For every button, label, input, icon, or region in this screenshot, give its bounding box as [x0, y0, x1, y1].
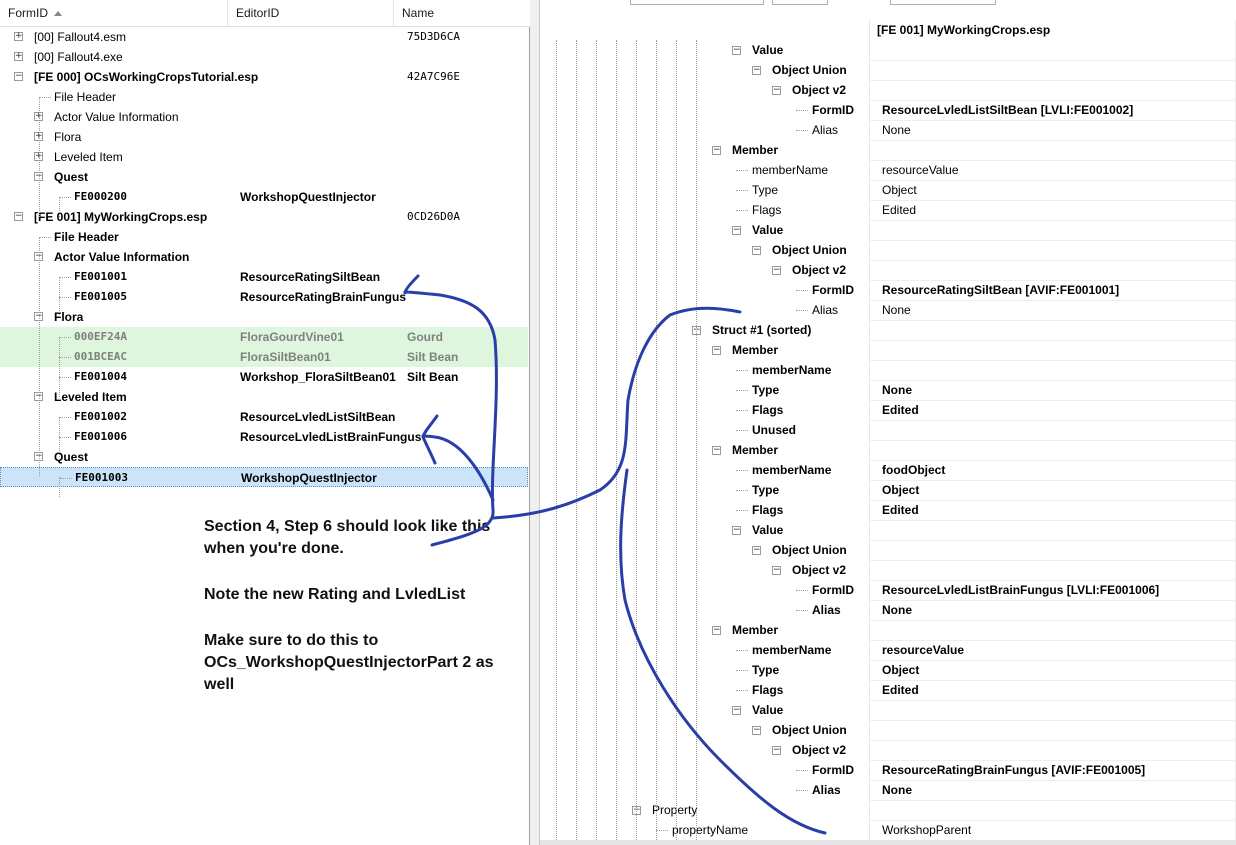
- record-field-row[interactable]: [540, 640, 1236, 660]
- tree-row-editorid: FloraGourdVine01: [240, 330, 344, 344]
- record-field-row[interactable]: [540, 700, 1236, 720]
- tree-row[interactable]: [0, 147, 528, 167]
- tree-row-editorid: [240, 447, 400, 467]
- record-field-row[interactable]: [540, 660, 1236, 680]
- annotation-line-3: Make sure to do this to OCs_WorkshopQuestInjectorPart 2 as well: [204, 632, 494, 693]
- collapse-icon[interactable]: −: [753, 725, 761, 735]
- tree-connector: [736, 430, 748, 431]
- expand-icon[interactable]: +: [35, 151, 43, 161]
- tree-row-editorid: [240, 127, 400, 147]
- tree-row-formid: [FE 001] MyWorkingCrops.esp: [34, 210, 208, 224]
- tree-guide-line: [59, 197, 60, 217]
- collapse-icon[interactable]: −: [35, 171, 43, 181]
- tree-connector: [736, 650, 748, 651]
- tree-row[interactable]: [0, 87, 528, 107]
- tree-column-headers: [0, 0, 530, 27]
- tree-row-name: 0CD26D0A: [407, 210, 460, 223]
- record-field-row[interactable]: [540, 560, 1236, 580]
- tree-row-editorid: [240, 247, 400, 267]
- field-value: Edited: [882, 503, 919, 517]
- tree-row-name: [407, 447, 527, 467]
- record-field-row[interactable]: [540, 80, 1236, 100]
- tree-guide-line: [596, 40, 597, 840]
- tree-row-name: 75D3D6CA: [407, 30, 460, 43]
- tree-row-formid: Leveled Item: [54, 390, 127, 404]
- tree-row-formid: 000EF24A: [74, 330, 127, 343]
- collapse-icon[interactable]: −: [733, 705, 741, 715]
- field-value: Object: [882, 663, 920, 677]
- filter-input-1[interactable]: [630, 0, 764, 5]
- tree-row[interactable]: [0, 107, 528, 127]
- record-field-row[interactable]: [540, 680, 1236, 700]
- tree-row[interactable]: [0, 347, 528, 367]
- field-label: Type: [752, 383, 780, 397]
- field-label: Alias: [812, 303, 839, 317]
- tree-guide-line: [39, 237, 40, 477]
- tree-connector: [736, 390, 748, 391]
- collapse-icon[interactable]: −: [713, 145, 721, 155]
- tree-guide-line: [556, 40, 557, 840]
- field-label: Type: [752, 663, 780, 677]
- field-label: FormID: [812, 103, 854, 117]
- tree-row-name: Silt Bean: [407, 350, 459, 364]
- record-field-row[interactable]: [540, 420, 1236, 440]
- record-field-row[interactable]: [540, 440, 1236, 460]
- tree-row-editorid: ResourceLvledListBrainFungus: [240, 430, 422, 444]
- field-label: FormID: [812, 763, 854, 777]
- record-field-row[interactable]: [540, 300, 1236, 320]
- tree-row[interactable]: [0, 227, 528, 247]
- tree-row-name: [407, 387, 527, 407]
- filter-input-2[interactable]: [772, 0, 828, 5]
- record-field-row[interactable]: [540, 540, 1236, 560]
- tree-row-name: [408, 468, 528, 488]
- tree-row[interactable]: [0, 427, 528, 447]
- tree-connector: [736, 410, 748, 411]
- tree-row-editorid: ResourceLvledListSiltBean: [240, 410, 396, 424]
- record-field-row[interactable]: [540, 40, 1236, 60]
- tree-connector: [736, 690, 748, 691]
- collapse-icon[interactable]: −: [773, 85, 781, 95]
- field-label: memberName: [752, 363, 832, 377]
- field-value: ResourceLvledListBrainFungus [LVLI:FE001006]: [882, 583, 1160, 597]
- collapse-icon[interactable]: −: [713, 625, 721, 635]
- tree-row[interactable]: [0, 307, 528, 327]
- tree-row[interactable]: [0, 287, 528, 307]
- tree-row-formid: [00] Fallout4.exe: [34, 50, 123, 64]
- collapse-icon[interactable]: −: [713, 345, 721, 355]
- tree-row-formid: Actor Value Information: [54, 250, 190, 264]
- field-label: FormID: [812, 583, 854, 597]
- field-label: Object Union: [772, 243, 847, 257]
- field-label: Value: [752, 223, 784, 237]
- field-label: Alias: [812, 123, 839, 137]
- tree-row-editorid: WorkshopQuestInjector: [241, 471, 377, 485]
- tree-row-name: [407, 47, 527, 67]
- field-value: ResourceRatingSiltBean [AVIF:FE001001]: [882, 283, 1120, 297]
- annotation-line-1: Section 4, Step 6 should look like this when you're done.: [204, 518, 491, 557]
- tree-row-name: [407, 427, 527, 447]
- tree-connector: [796, 110, 808, 111]
- collapse-icon[interactable]: −: [753, 65, 761, 75]
- field-value: None: [882, 303, 911, 317]
- tree-guide-line: [59, 337, 60, 397]
- field-label: Type: [752, 483, 780, 497]
- record-file-header: [FE 001] MyWorkingCrops.esp: [877, 23, 1051, 37]
- record-field-row[interactable]: [540, 740, 1236, 760]
- tree-row[interactable]: [0, 367, 528, 387]
- record-field-row[interactable]: [540, 340, 1236, 360]
- field-value: None: [882, 383, 912, 397]
- tree-row[interactable]: [0, 267, 528, 287]
- tree-guide-line: [676, 40, 677, 840]
- tree-connector: [796, 130, 808, 131]
- field-label: Object v2: [792, 743, 847, 757]
- tree-connector: [736, 190, 748, 191]
- record-field-row[interactable]: [540, 240, 1236, 260]
- tree-row-name: [407, 307, 527, 327]
- tree-guide-line: [59, 417, 60, 457]
- tree-row-formid: 001BCEAC: [74, 350, 127, 363]
- collapse-icon[interactable]: −: [35, 251, 43, 261]
- tree-row-name: 42A7C96E: [407, 70, 460, 83]
- tree-connector: [736, 370, 748, 371]
- collapse-icon[interactable]: −: [773, 745, 781, 755]
- tree-row-editorid: ResourceRatingSiltBean: [240, 270, 381, 284]
- tree-row-name: [407, 107, 527, 127]
- tree-row-name: [407, 147, 527, 167]
- field-label: Object v2: [792, 83, 847, 97]
- collapse-icon[interactable]: −: [15, 211, 23, 221]
- tree-row-name: [407, 267, 527, 287]
- column-header-editorid-label: EditorID: [236, 6, 280, 20]
- record-field-row[interactable]: [540, 460, 1236, 480]
- record-field-row[interactable]: [540, 720, 1236, 740]
- tree-row-formid: [00] Fallout4.esm: [34, 30, 127, 44]
- field-label: memberName: [752, 643, 832, 657]
- field-label: Object Union: [772, 543, 847, 557]
- record-field-row[interactable]: [540, 380, 1236, 400]
- record-field-row[interactable]: [540, 180, 1236, 200]
- field-label: Member: [732, 443, 779, 457]
- tree-row[interactable]: [0, 247, 528, 267]
- collapse-icon[interactable]: −: [773, 265, 781, 275]
- expand-icon[interactable]: +: [15, 31, 23, 41]
- tree-row-formid: Flora: [54, 130, 82, 144]
- collapse-icon[interactable]: −: [633, 805, 641, 815]
- field-label: Struct #1 (sorted): [712, 323, 812, 337]
- tree-row-editorid: FloraSiltBean01: [240, 350, 331, 364]
- tree-row-formid: Leveled Item: [54, 150, 123, 164]
- column-header-name[interactable]: [394, 0, 530, 27]
- record-field-row[interactable]: [540, 820, 1236, 840]
- collapse-icon[interactable]: −: [15, 71, 23, 81]
- tree-row-name: [407, 227, 527, 247]
- tree-connector: [796, 790, 808, 791]
- field-label: Member: [732, 143, 779, 157]
- tree-row-name: Gourd: [407, 330, 443, 344]
- tree-row-formid: FE001002: [74, 410, 127, 423]
- record-field-row[interactable]: [540, 520, 1236, 540]
- tree-row-editorid: [240, 47, 400, 67]
- tree-guide-line: [59, 477, 60, 497]
- record-view-pane: [539, 0, 1235, 845]
- tree-connector: [796, 610, 808, 611]
- filter-bar: [540, 0, 1236, 20]
- tree-row[interactable]: [0, 447, 528, 467]
- field-label: Object v2: [792, 563, 847, 577]
- tree-row-editorid: [240, 387, 400, 407]
- tree-row-formid: Quest: [54, 450, 89, 464]
- expand-icon[interactable]: +: [35, 131, 43, 141]
- tree-row-editorid: [240, 307, 400, 327]
- tree-row-editorid: [240, 87, 400, 107]
- tree-row-editorid: [240, 207, 400, 227]
- field-label: Flags: [752, 403, 784, 417]
- record-field-row[interactable]: [540, 400, 1236, 420]
- record-header-row: [540, 20, 1236, 40]
- tree-row-formid: FE001003: [75, 471, 128, 484]
- tree-row-name: [407, 167, 527, 187]
- record-field-row[interactable]: [540, 100, 1236, 120]
- collapse-icon[interactable]: −: [733, 225, 741, 235]
- tree-guide-line: [636, 40, 637, 840]
- tree-row-name: [407, 87, 527, 107]
- tree-row-formid: FE000200: [74, 190, 127, 203]
- column-header-formid[interactable]: [0, 0, 228, 27]
- record-field-row[interactable]: [540, 220, 1236, 240]
- tree-row[interactable]: [0, 187, 528, 207]
- tree-connector: [736, 170, 748, 171]
- field-value: WorkshopParent: [882, 823, 972, 837]
- annotation-line-2: Note the new Rating and LvledList: [204, 586, 466, 603]
- field-label: memberName: [752, 463, 832, 477]
- field-label: Flags: [752, 203, 782, 217]
- tree-row-formid: File Header: [54, 230, 119, 244]
- field-label: Property: [652, 803, 698, 817]
- tree-row-editorid: ResourceRatingBrainFungus: [240, 290, 407, 304]
- annotation-note: [204, 516, 524, 720]
- tree-row-formid: FE001004: [74, 370, 127, 383]
- tree-connector: [796, 770, 808, 771]
- record-field-row[interactable]: [540, 580, 1236, 600]
- tree-connector: [796, 290, 808, 291]
- tree-row-editorid: [240, 167, 400, 187]
- record-field-row[interactable]: [540, 140, 1236, 160]
- field-value: Object: [882, 183, 917, 197]
- column-header-editorid[interactable]: [228, 0, 394, 27]
- filter-input-3[interactable]: [890, 0, 996, 5]
- record-field-row[interactable]: [540, 800, 1236, 820]
- tree-row-formid: FE001005: [74, 290, 127, 303]
- tree-row-formid: File Header: [54, 90, 117, 104]
- tree-connector: [796, 310, 808, 311]
- tree-row-editorid: [240, 27, 400, 47]
- tree-connector: [736, 490, 748, 491]
- tree-connector: [736, 210, 748, 211]
- record-field-row[interactable]: [540, 480, 1236, 500]
- expand-icon[interactable]: +: [35, 111, 43, 121]
- field-label: Value: [752, 703, 784, 717]
- tree-row-editorid: WorkshopQuestInjector: [240, 190, 376, 204]
- record-field-row[interactable]: [540, 500, 1236, 520]
- tree-row-name: Silt Bean: [407, 370, 459, 384]
- tree-row-formid: Quest: [54, 170, 89, 184]
- tree-row-name: [407, 247, 527, 267]
- tree-row-formid: FE001001: [74, 270, 127, 283]
- field-value: Edited: [882, 683, 919, 697]
- field-label: Object v2: [792, 263, 847, 277]
- field-label: FormID: [812, 283, 854, 297]
- collapse-icon[interactable]: −: [773, 565, 781, 575]
- tree-row-formid: Actor Value Information: [54, 110, 179, 124]
- pane-splitter[interactable]: [531, 0, 539, 845]
- record-field-row[interactable]: [540, 120, 1236, 140]
- tree-row-formid: Flora: [54, 310, 84, 324]
- sort-ascending-icon: [54, 11, 62, 16]
- tree-connector: [736, 510, 748, 511]
- expand-icon[interactable]: +: [15, 51, 23, 61]
- field-label: propertyName: [672, 823, 749, 837]
- field-label: Flags: [752, 503, 784, 517]
- tree-row[interactable]: [0, 47, 528, 67]
- tree-row-editorid: [240, 227, 400, 247]
- collapse-icon[interactable]: −: [693, 325, 701, 335]
- tree-row-formid: FE001006: [74, 430, 127, 443]
- tree-row-name: [407, 187, 527, 207]
- record-field-row[interactable]: [540, 60, 1236, 80]
- field-value: ResourceRatingBrainFungus [AVIF:FE001005]: [882, 763, 1146, 777]
- tree-connector: [656, 830, 668, 831]
- collapse-icon[interactable]: −: [713, 445, 721, 455]
- field-value: ResourceLvledListSiltBean [LVLI:FE001002]: [882, 103, 1134, 117]
- tree-row[interactable]: [0, 327, 528, 347]
- collapse-icon[interactable]: −: [35, 391, 43, 401]
- tree-row-name: [407, 407, 527, 427]
- field-label: Alias: [812, 603, 841, 617]
- tree-row-editorid: Workshop_FloraSiltBean01: [240, 370, 396, 384]
- field-value: resourceValue: [882, 643, 965, 657]
- field-value: Object: [882, 483, 920, 497]
- tree-guide-line: [696, 40, 697, 840]
- tree-row-editorid: [240, 147, 400, 167]
- tree-row[interactable]: [0, 207, 528, 227]
- field-label: memberName: [752, 163, 829, 177]
- field-label: Alias: [812, 783, 841, 797]
- column-header-formid-label: FormID: [8, 6, 48, 20]
- tree-row-formid: [FE 000] OCsWorkingCropsTutorial.esp: [34, 70, 259, 84]
- record-field-row[interactable]: [540, 780, 1236, 800]
- tree-row[interactable]: [0, 127, 528, 147]
- record-field-row[interactable]: [540, 160, 1236, 180]
- record-field-row[interactable]: [540, 320, 1236, 340]
- record-field-row[interactable]: [540, 620, 1236, 640]
- field-label: Type: [752, 183, 779, 197]
- tree-connector: [796, 590, 808, 591]
- record-field-row[interactable]: [540, 260, 1236, 280]
- field-value: None: [882, 783, 912, 797]
- tree-row[interactable]: [0, 27, 528, 47]
- tree-row[interactable]: [0, 167, 528, 187]
- tree-row-name: [407, 127, 527, 147]
- collapse-icon[interactable]: −: [753, 245, 761, 255]
- tree-guide-line: [616, 40, 617, 840]
- tree-row[interactable]: [0, 467, 528, 487]
- field-value: Edited: [882, 403, 919, 417]
- field-label: Flags: [752, 683, 784, 697]
- record-field-row[interactable]: [540, 280, 1236, 300]
- collapse-icon[interactable]: −: [35, 451, 43, 461]
- tree-row[interactable]: [0, 67, 528, 87]
- field-value: None: [882, 123, 911, 137]
- tree-guide-line: [39, 97, 40, 217]
- collapse-icon[interactable]: −: [733, 525, 741, 535]
- tree-connector: [736, 670, 748, 671]
- tree-row-name: [407, 287, 527, 307]
- record-field-row[interactable]: [540, 760, 1236, 780]
- field-value: None: [882, 603, 912, 617]
- tree-row-editorid: [240, 107, 400, 127]
- collapse-icon[interactable]: −: [733, 45, 741, 55]
- tree-row[interactable]: [0, 387, 528, 407]
- tree-row-editorid: [240, 67, 400, 87]
- tree-guide-line: [59, 277, 60, 317]
- record-field-row[interactable]: [540, 600, 1236, 620]
- field-value: foodObject: [882, 463, 946, 477]
- tree-guide-line: [576, 40, 577, 840]
- tree-row[interactable]: [0, 407, 528, 427]
- record-field-row[interactable]: [540, 200, 1236, 220]
- collapse-icon[interactable]: −: [35, 311, 43, 321]
- field-label: Object Union: [772, 63, 847, 77]
- field-label: Object Union: [772, 723, 847, 737]
- field-label: Value: [752, 43, 784, 57]
- column-header-name-label: Name: [402, 6, 435, 20]
- field-label: Member: [732, 623, 779, 637]
- field-label: Member: [732, 343, 779, 357]
- field-label: Unused: [752, 423, 797, 437]
- tree-connector: [736, 470, 748, 471]
- field-value: resourceValue: [882, 163, 959, 177]
- collapse-icon[interactable]: −: [753, 545, 761, 555]
- record-field-row[interactable]: [540, 360, 1236, 380]
- horizontal-scrollbar[interactable]: [540, 840, 1236, 845]
- tree-guide-line: [656, 40, 657, 840]
- field-value: Edited: [882, 203, 917, 217]
- field-label: Value: [752, 523, 784, 537]
